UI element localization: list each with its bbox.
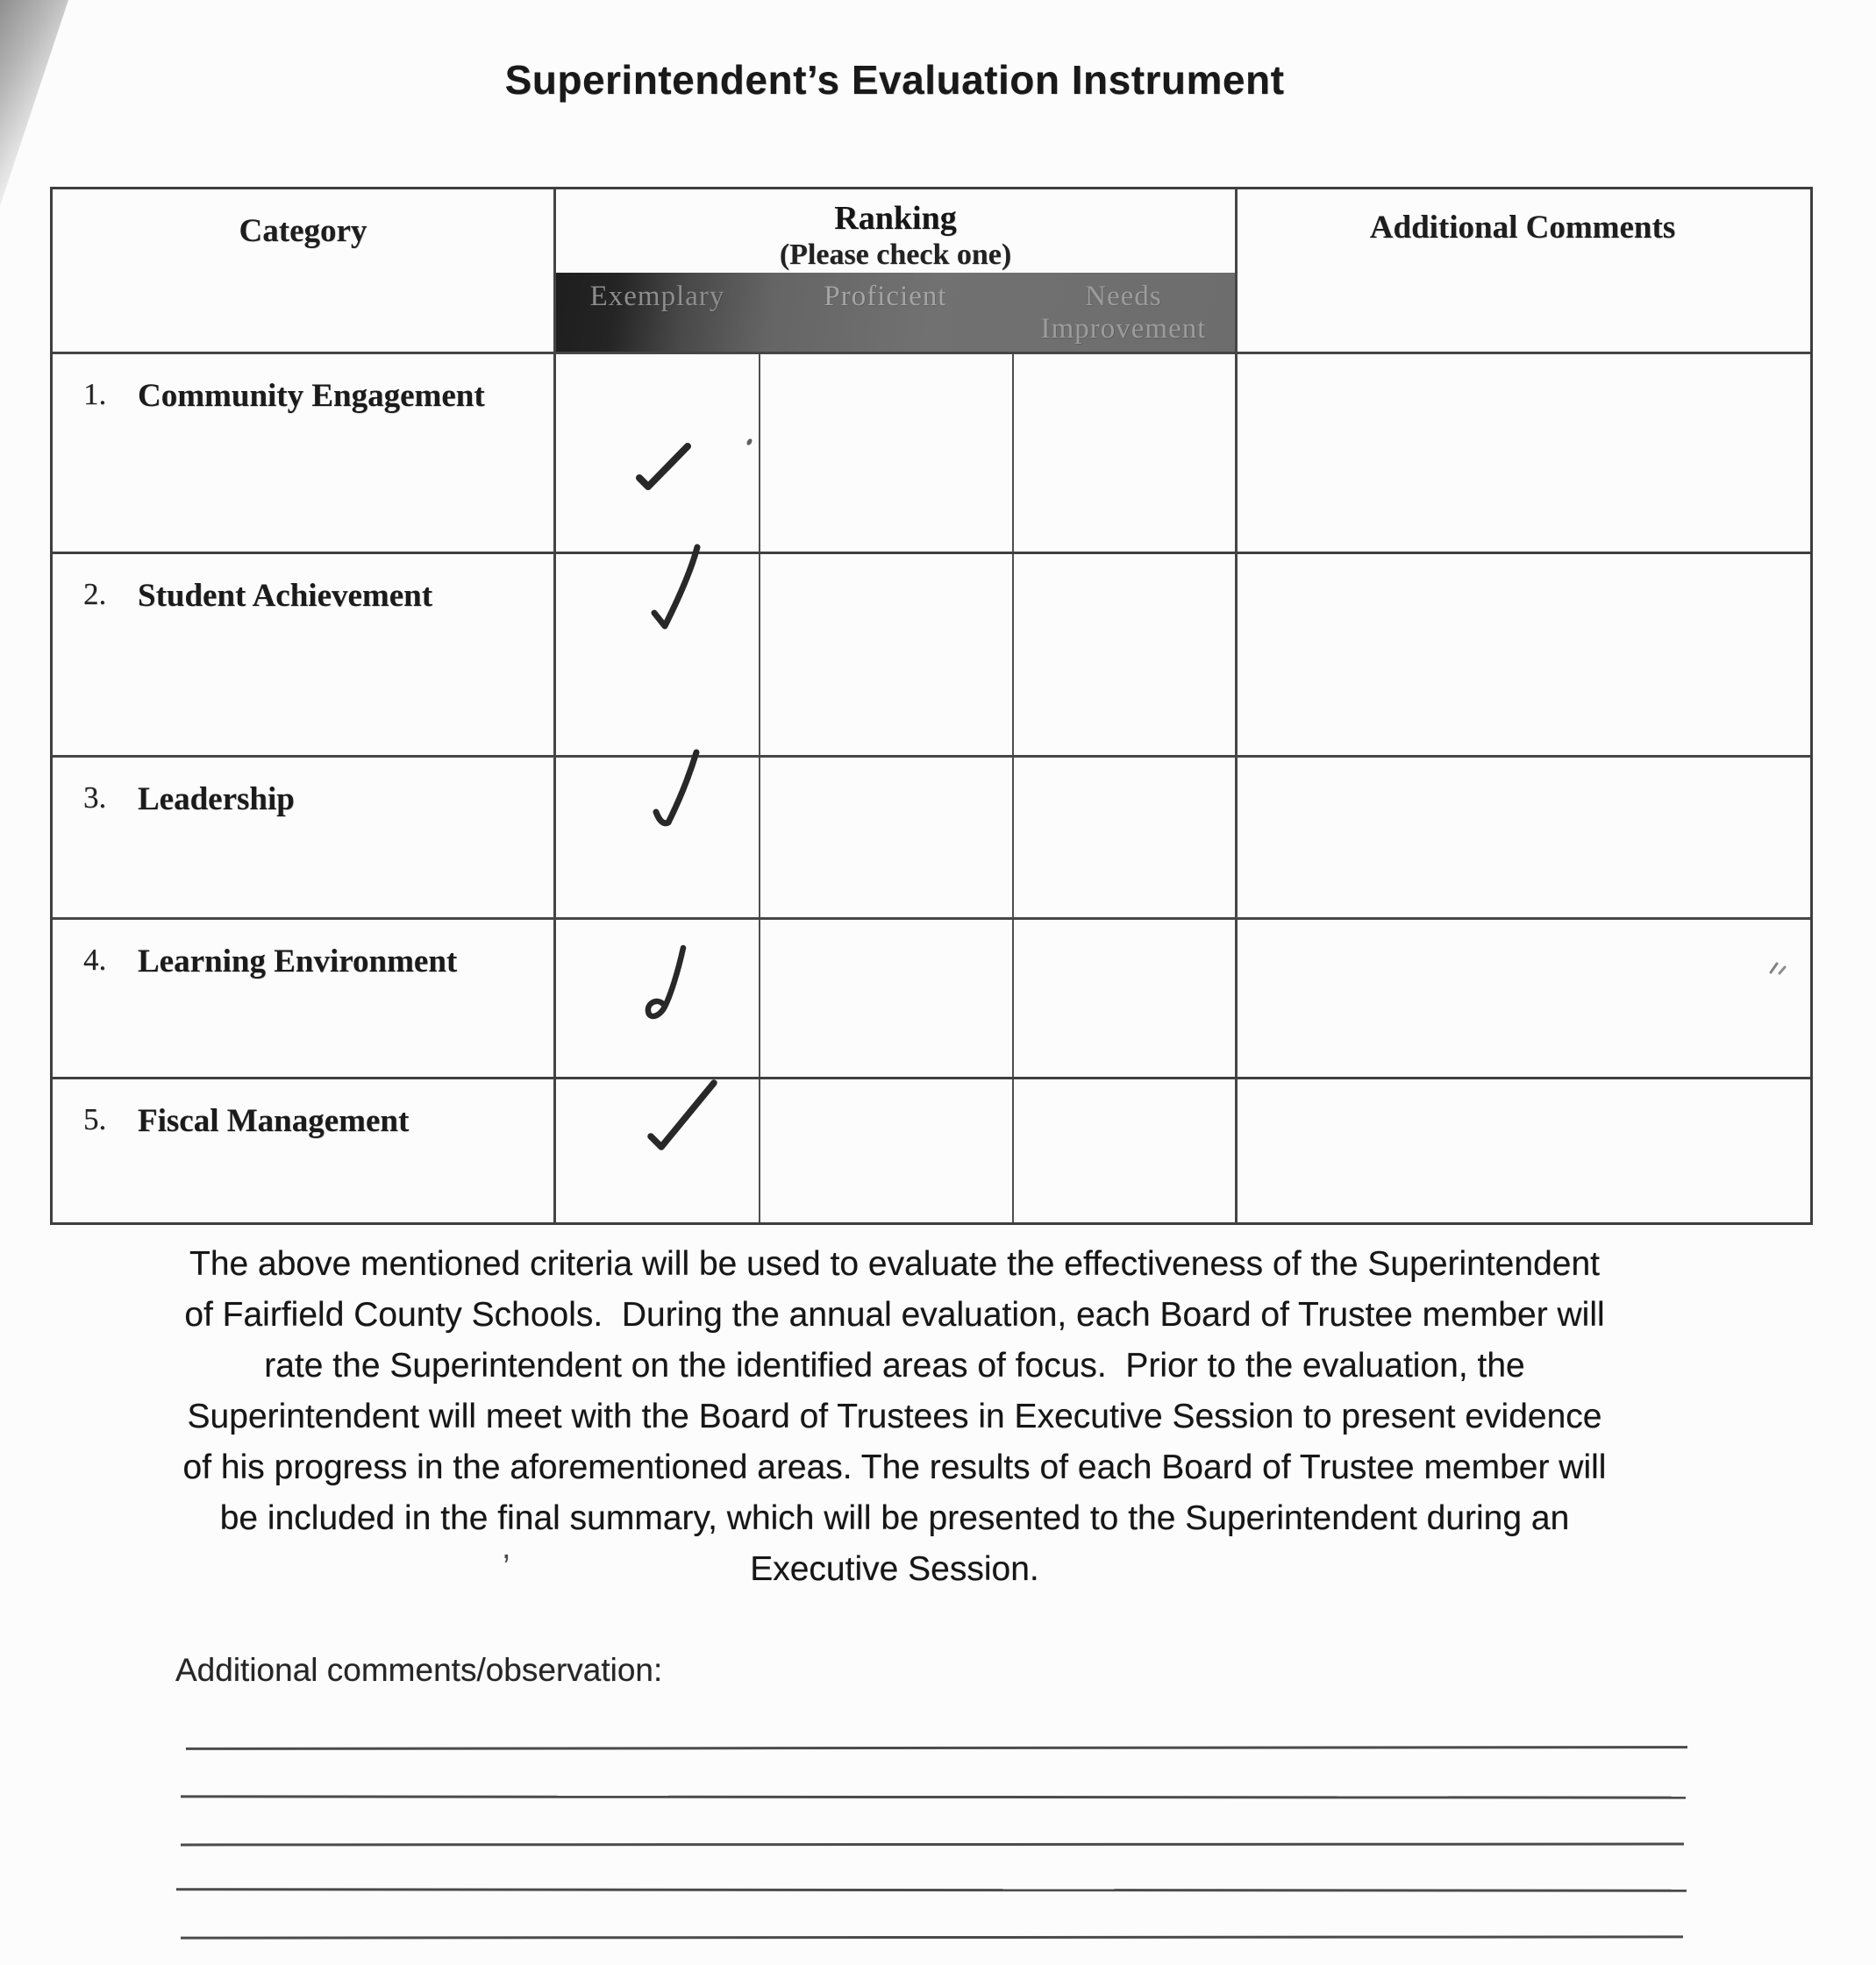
category-label: Community Engagement [138,378,485,414]
stray-comma-mark: , [502,1529,511,1566]
description-line: rate the Superintendent on the identified areas of focus. Prior to the evaluation, the [264,1347,1525,1385]
additional-comments-label: Additional comments/observation: [175,1652,663,1688]
table-row-category [53,577,553,682]
row-number: 5. [83,1102,107,1136]
comment-line [186,1746,1687,1750]
checkmark-icon [643,544,706,635]
row-number: 3. [83,780,107,815]
row-number: 1. [83,377,107,411]
category-label: Learning Environment [138,943,458,979]
column-header-category: Category [239,213,367,249]
table-row-category [53,377,553,482]
table-grid-line [553,189,556,1222]
table-grid-line [1235,189,1238,1222]
evaluation-table [50,187,1813,1225]
checkmark-icon [643,943,697,1026]
comment-line [176,1888,1687,1892]
page-title: Superintendent’s Evaluation Instrument [504,57,1285,103]
table-grid-line [53,552,1810,554]
table-grid-line [53,755,1810,758]
category-label: Fiscal Management [138,1103,410,1139]
table-grid-line [1012,352,1014,1222]
checkmark-icon [646,747,703,831]
ranking-header-label: Ranking [834,200,957,237]
category-label: Student Achievement [138,578,433,614]
ranking-option-proficient: Proficient [824,281,947,312]
checkmark-icon [646,1079,722,1157]
checkmark-icon [633,438,695,495]
table-grid-line [53,1077,1810,1079]
table-row-category [53,943,553,1048]
description-line: Superintendent will meet with the Board of Trustees in Executive Session to present evidence [187,1398,1602,1435]
comment-line [181,1843,1684,1847]
column-header-ranking [556,200,1235,274]
comment-line [181,1935,1683,1939]
description-line: be included in the final summary, which will be presented to the Superintendent during an [219,1499,1570,1537]
description-line: Executive Session. [750,1550,1039,1588]
row-number: 2. [83,577,107,611]
table-grid-line [53,352,1810,354]
ink-speck [745,438,753,445]
description-line: of Fairfield County Schools. During the annual evaluation, each Board of Trustee member will [184,1296,1605,1334]
stray-tick-marks [1768,959,1789,977]
column-header-comments: Additional Comments [1369,210,1676,246]
comment-line [181,1795,1686,1798]
ranking-option-exemplary: Exemplary [589,281,725,312]
ranking-instruction: (Please check one) [779,239,1012,271]
category-label: Leadership [138,781,295,817]
description-line: of his progress in the aforementioned areas. The results of each Board of Trustee member will [182,1449,1607,1486]
table-grid-line [53,917,1810,920]
ranking-option-needs-improvement: Needs Improvement [1040,281,1207,345]
table-row-category [53,1102,553,1207]
description-line: The above mentioned criteria will be used to evaluate the effectiveness of the Superintendent [189,1245,1600,1283]
table-grid-line [759,352,760,1222]
row-number: 4. [83,943,107,977]
evaluation-description [105,1239,1684,1595]
table-row-category [53,780,553,886]
